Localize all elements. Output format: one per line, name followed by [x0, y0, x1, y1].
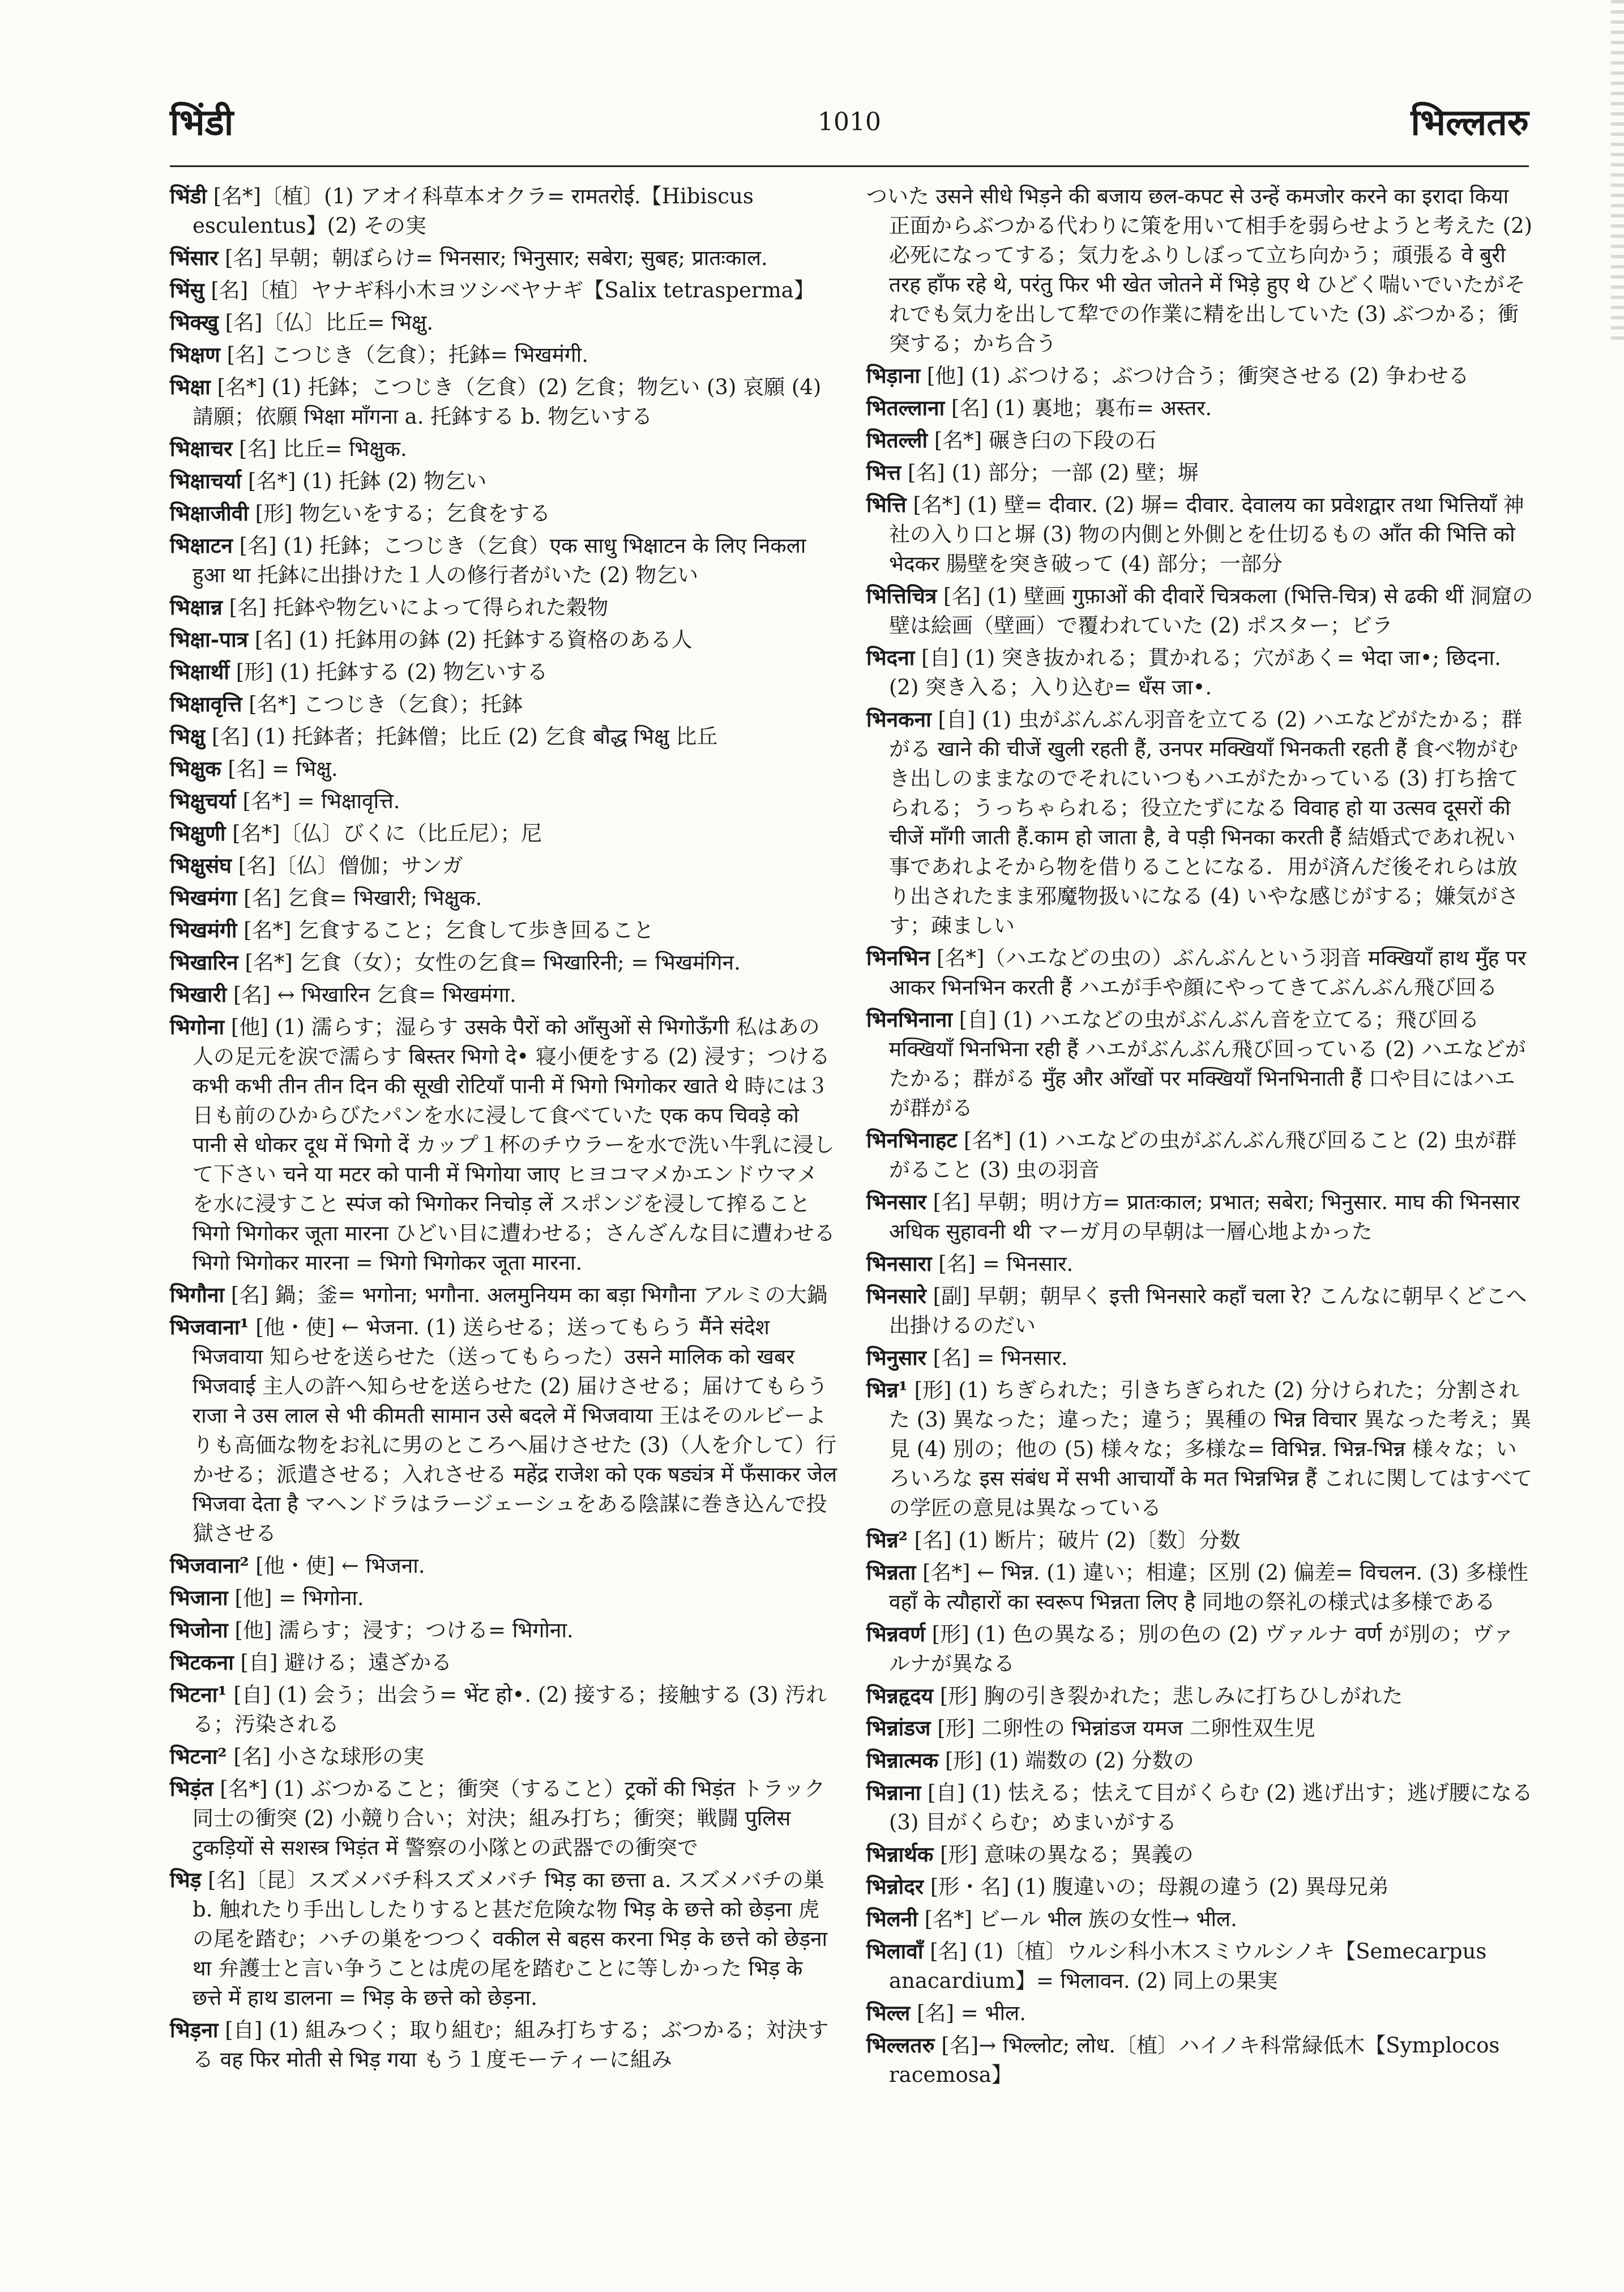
- dictionary-entry: [170, 1647, 838, 1678]
- entry-headword: भिजोना: [170, 1617, 228, 1642]
- entry-headword: भिनुसार: [866, 1345, 926, 1370]
- entry-headword: भिगोना: [170, 1014, 225, 1039]
- entry-headword: भिड़ना: [170, 2017, 219, 2042]
- dictionary-entry: [170, 1680, 838, 1739]
- entry-definition: [形] 意味の異なる；異義の: [940, 1842, 1194, 1867]
- entry-definition: [自] (1) ハエなどの虫がぶんぶん音を立てる；飛び回る मक्खियाँ भिनभिना रही हैं ハエがぶんぶん飛び回っている (2) ハエなどがたかる；群がる मुँह और आँखों पर मक्खियाँ भिनभिनाती हैं 口や目にはハエが群がる: [889, 1008, 1526, 1120]
- entry-definition: [名] (1) 裏地；裏布= अस्तर.: [951, 396, 1212, 420]
- entry-headword: भितल्ली: [866, 428, 928, 453]
- entry-definition: [名*] (1) 托鉢 (2) 物乞い: [248, 469, 487, 493]
- dictionary-entry: [866, 1713, 1535, 1743]
- right-running-headword: भिल्लतरु: [1411, 101, 1529, 144]
- dictionary-entry: [866, 1525, 1535, 1555]
- dictionary-entry: [866, 1281, 1535, 1341]
- entry-headword: भिक्षुसंघ: [170, 853, 232, 878]
- scan-edge-artifact: [1611, 0, 1624, 340]
- entry-headword: भिंसार: [170, 245, 219, 270]
- entry-definition: [自] (1) 虫がぶんぶん羽音を立てる (2) ハエなどがたかる；群がる खाने की चीजें खुली रहती हैं, उनपर मक्खियाँ भिनकती रहती हैं 食べ物がむき出しのままなのでそれにいつもハエがたかっている (3) 打ち捨てられる；うっちゃられる；役立たずになる विवाह हो या उत्सव दूसरों की चीजें माँगी जाती हैं.काम हो जाता है, वे पड़ी भिनका करती हैं 結婚式であれ祝い事であれよそから物を借りることになる．用が済んだ後それらは放り出されたまま邪魔物扱いになる (4) いやな感じがする；嫌気がさす；疎ましい: [889, 707, 1523, 938]
- dictionary-entry: [170, 243, 838, 273]
- entry-headword: भिजाना: [170, 1585, 228, 1610]
- dictionary-entry: [170, 181, 838, 241]
- entry-headword: भित्त: [866, 460, 901, 485]
- entry-headword: भिटना²: [170, 1744, 227, 1769]
- entry-headword: भिड़ंत: [170, 1776, 213, 1801]
- entry-definition: [名*] = भिक्षावृत्ति.: [242, 789, 400, 813]
- entry-definition: [名] = भिनसार.: [933, 1346, 1068, 1370]
- dictionary-entry: [866, 1005, 1535, 1123]
- entry-definition: [名*] 乞食（女）；女性の乞食= भिखारिनी; = भिखमंगिन.: [245, 950, 741, 975]
- entry-definition: [名] 鍋；釜= भगोना; भगौना. अलमुनियम का बड़ा भिगौना アルミの大鍋: [230, 1283, 828, 1307]
- entry-definition: [他] 濡らす；浸す；つける= भिगोना.: [234, 1618, 574, 1642]
- entry-headword: भिक्षाटन: [170, 533, 233, 558]
- entry-definition: [他] = भिगोना.: [234, 1586, 364, 1610]
- dictionary-entry: [170, 754, 838, 784]
- entry-headword: भिखमंगी: [170, 917, 237, 942]
- entry-headword: भिनभिनाना: [866, 1007, 952, 1032]
- entry-definition: [名] (1) 托鉢用の鉢 (2) 托鉢する資格のある人: [254, 628, 693, 652]
- entry-headword: भिन्नांडज: [866, 1715, 931, 1740]
- entry-definition: [形・名] (1) 腹違いの；母親の違う (2) 異母兄弟: [930, 1875, 1389, 1899]
- entry-headword: भितल्लाना: [866, 395, 945, 420]
- page-header: [170, 85, 1529, 164]
- dictionary-entry: [170, 722, 838, 752]
- entry-definition: ついた उसने सीधे भिड़ने की बजाय छल-कपट से उन्हें कमजोर करने का इरादा किया 正面からぶつかる代わりに策を用いて相手を弱らせようと考えた (2) 必死になってする；気力をふりしぼって立ち向かう；頑張る वे बुरी तरह हाँफ रहे थे, परंतु फिर भी खेत जोतने में भिड़े हुए थे ひどく喘いでいたがそれでも気力を出して犂での作業に精を出していた (3) ぶつかる；衝突する；かち合う: [866, 184, 1533, 356]
- entry-definition: [名*] 乞食すること；乞食して歩き回ること: [243, 918, 655, 942]
- entry-definition: [名] 早朝；朝ぼらけ= भिनसार; भिनुसार; सबेरा; सुबह; प्रातःकाल.: [225, 246, 768, 270]
- entry-headword: भिगौना: [170, 1282, 225, 1307]
- entry-definition: [名] (1) 断片；破片 (2)〔数〕分数: [914, 1528, 1241, 1552]
- entry-definition: [名*] 碾き臼の下段の石: [934, 428, 1156, 453]
- entry-headword: भिटकना: [170, 1650, 234, 1675]
- entry-headword: भिखारी: [170, 982, 227, 1007]
- dictionary-entry: [170, 980, 838, 1010]
- entry-headword: भिक्षाजीवी: [170, 501, 249, 526]
- left-column: [170, 181, 838, 2077]
- entry-headword: भित्ति: [866, 492, 907, 517]
- entry-definition: [名] (1) 壁画 गुफ़ाओं की दीवारें चित्रकला (भित्ति-चित्र) से ढकी थीं 洞窟の壁は絵画（壁画）で覆われていた (2) ポスター；ビラ: [889, 584, 1533, 638]
- dictionary-entry: [170, 434, 838, 464]
- entry-definition: [名] 小さな球形の実: [233, 1744, 424, 1769]
- dictionary-entry: [170, 1615, 838, 1645]
- dictionary-entry: [170, 340, 838, 370]
- dictionary-entry: [866, 458, 1535, 488]
- entry-headword: भिनकना: [866, 707, 931, 732]
- dictionary-entry: [170, 915, 838, 945]
- entry-headword: भिन्न²: [866, 1527, 908, 1552]
- entry-headword: भिन्न¹: [866, 1377, 908, 1402]
- dictionary-entry: [170, 1280, 838, 1310]
- entry-definition: [名*] ← भिन्न. (1) 違い；相違；区別 (2) 偏差= विचलन. (3) 多様性 वहाँ के त्यौहारों का स्वरूप भिन्नता लिए है 同地の祭礼の様式は多様である: [889, 1560, 1529, 1614]
- entry-definition: [名*] (1) 壁= दीवार. (2) 塀= दीवार. देवालय का प्रवेशद्वार तथा भित्तियाँ 神社の入り口と塀 (3) 物の内側と外側とを仕切るもの आँत की भित्ति को भेदकर 腸壁を突き破って (4) 部分；一部分: [889, 493, 1524, 576]
- dictionary-entry: [170, 308, 838, 338]
- entry-headword: भिक्षाचर: [170, 436, 233, 461]
- entry-headword: भिक्षान्न: [170, 595, 223, 620]
- entry-headword: भिक्षण: [170, 342, 220, 367]
- entry-definition: [他・使] ← भिजना.: [255, 1553, 425, 1578]
- entry-definition: [他] (1) ぶつける；ぶつけ合う；衝突させる (2) 争わせる: [926, 364, 1469, 388]
- entry-definition: [名*] ビール भील 族の女性→ भील.: [924, 1907, 1237, 1931]
- entry-headword: भिड़ाना: [866, 363, 921, 388]
- entry-definition: [他] (1) 濡らす；湿らす उसके पैरों को आँसुओं से भिगोऊँगी 私はあの人の足元を涙で濡らす बिस्तर भिगो दे• 寝小便をする (2) 浸す；つける कभी कभी तीन तीन दिन की सूखी रोटियाँ पानी में भिगो भिगोकर खाते थे 時には３日も前のひからびたパンを水に浸して食べていた एक कप चिवड़े को पानी से धोकर दूध में भिगो दें カップ１杯のチウラーを水で洗い牛乳に浸して下さい चने या मटर को पानी में भिगोया जाए ヒヨコマメかエンドウマメを水に浸すこと स्पंज को भिगोकर निचोड़ लें スポンジを浸して搾ること भिगो भिगोकर जूता मारना ひどい目に遭わせる；さんざんな目に遭わせる भिगो भिगोकर मारना = भिगो भिगोकर जूता मारना.: [193, 1015, 835, 1275]
- dictionary-entry: [866, 181, 1535, 358]
- dictionary-entry: [170, 1742, 838, 1772]
- dictionary-entry: [170, 689, 838, 719]
- entry-definition: [名*]〔仏〕びくに（比丘尼）；尼: [232, 821, 542, 846]
- dictionary-entry: [170, 275, 838, 305]
- entry-definition: [名] = भिनसार.: [938, 1252, 1074, 1276]
- entry-headword: भिल्लतरु: [866, 2033, 935, 2058]
- entry-headword: भिन्नाना: [866, 1780, 921, 1805]
- entry-headword: भिन्नार्थक: [866, 1842, 934, 1867]
- dictionary-entry: [866, 393, 1535, 423]
- entry-definition: [自] (1) 突き抜かれる；貫かれる；穴があく= भेदा जा•; छिदना. (2) 突き入る；入り込む= धँस जा•.: [889, 646, 1501, 699]
- entry-headword: भिनसारे: [866, 1283, 926, 1308]
- entry-headword: भिजवाना¹: [170, 1314, 249, 1339]
- entry-headword: भिल्ल: [866, 2000, 911, 2025]
- entry-headword: भिनभिनाहट: [866, 1128, 958, 1153]
- entry-definition: [名*]（ハエなどの虫の）ぶんぶんという羽音 मक्खियाँ हाथ मुँह पर आकर भिनभिन करती हैं ハエが手や顔にやってきてぶんぶん飛び回る: [889, 946, 1527, 1000]
- dictionary-entry: [866, 1778, 1535, 1837]
- dictionary-entry: [866, 1557, 1535, 1617]
- entry-headword: भिन्नोदर: [866, 1874, 924, 1899]
- dictionary-entry: [866, 643, 1535, 702]
- dictionary-entry: [170, 498, 838, 528]
- dictionary-entry: [866, 1872, 1535, 1902]
- dictionary-entry: [866, 1249, 1535, 1279]
- dictionary-entry: [170, 1583, 838, 1613]
- entry-headword: भिदना: [866, 645, 915, 670]
- entry-definition: [自] (1) 会う；出会う= भेंट हो•. (2) 接する；接触する (3) 汚れる；汚染される: [193, 1683, 827, 1736]
- dictionary-entry: [170, 1551, 838, 1581]
- dictionary-entry: [170, 818, 838, 848]
- dictionary-entry: [866, 705, 1535, 941]
- entry-definition: [形] (1) 色の異なる；別の色の (2) ヴァルナ वर्ण が別の；ヴァルナが異なる: [889, 1622, 1514, 1676]
- entry-headword: भिलनी: [866, 1906, 918, 1931]
- entry-definition: [自] 避ける；遠ざかる: [240, 1650, 452, 1675]
- entry-headword: भिक्खु: [170, 310, 219, 335]
- entry-definition: [名]→ भिल्लोट; लोध.〔植〕ハイノキ科常緑低木【Symplocos racemosa】: [889, 2033, 1500, 2087]
- entry-definition: [自] (1) 怯える；怯えて目がくらむ (2) 逃げ出す；逃げ腰になる (3) 目がくらむ；めまいがする: [889, 1781, 1533, 1834]
- entry-definition: [形] (1) ちぎられた；引きちぎられた (2) 分けられた；分割された (3) 異なった；違った；違う；異種の भिन्न विचार 異なった考え；異見 (4) 別の；他の (5) 様々な；多様な= विभिन्न. भिन्न-भिन्न 様々な；いろいろな इस संबंध में सभी आचार्यों के मत भिन्नभिन्न हैं これに関してはすべての学匠の意見は異なっている: [889, 1378, 1533, 1520]
- left-running-headword: भिंडी: [170, 101, 234, 144]
- entry-definition: [名] 托鉢や物乞いによって得られた穀物: [229, 595, 609, 620]
- entry-definition: [名*] (1) ぶつかること；衝突（すること）ट्रकों की भिड़ंत トラック同士の衝突 (2) 小競り合い；対決；組み打ち；衝突；戦闘 पुलिस टुकड़ियों से सशस्त्र भिड़ंत में 警察の小隊との武器での衝突で: [193, 1777, 826, 1860]
- entry-definition: [名] 乞食= भिखारी; भिक्षुक.: [243, 886, 482, 910]
- entry-definition: [名] = भिक्षु.: [228, 757, 338, 781]
- entry-headword: भिक्षुणी: [170, 821, 226, 846]
- dictionary-entry: [866, 1375, 1535, 1523]
- dictionary-entry: [866, 425, 1535, 455]
- dictionary-entry: [170, 657, 838, 687]
- entry-headword: भिजवाना²: [170, 1553, 249, 1578]
- dictionary-entry: [866, 1904, 1535, 1934]
- entry-headword: भिड़: [170, 1867, 202, 1892]
- dictionary-entry: [866, 1681, 1535, 1711]
- right-column: [866, 181, 1535, 2092]
- dictionary-entry: [866, 361, 1535, 391]
- header-rule: [170, 165, 1529, 167]
- entry-definition: [名*]〔植〕(1) アオイ科草本オクラ= रामतरोई.【Hibiscus esculentus】(2) その実: [193, 184, 754, 238]
- dictionary-entry: [170, 947, 838, 978]
- dictionary-entry: [170, 625, 838, 655]
- dictionary-entry: [170, 1312, 838, 1548]
- entry-headword: भिक्षार्थी: [170, 659, 229, 684]
- entry-definition: [名]〔昆〕スズメバチ科スズメバチ भिड़ का छत्ता a. スズメバチの巣 b. 触れたり手出ししたりすると甚だ危険な物 भिड़ के छत्ते को छेड़ना 虎の尾を踏む；ハチの巣をつつく वकील से बहस करना भिड़ के छत्ते को छेड़ना था 弁護士と言い争うことは虎の尾を踏むことに等しかった भिड़ के छत्ते में हाथ डालना = भिड़ के छत्ते को छेड़ना.: [193, 1868, 828, 2010]
- dictionary-entry: [866, 1839, 1535, 1870]
- dictionary-entry: [866, 1936, 1535, 1996]
- entry-headword: भिन्नता: [866, 1560, 916, 1585]
- entry-definition: [名] こつじき（乞食）；托鉢= भिखमंगी.: [226, 343, 588, 367]
- dictionary-entry: [170, 1012, 838, 1278]
- entry-headword: भिन्नवर्ण: [866, 1621, 926, 1646]
- entry-headword: भिक्षा-पात्र: [170, 627, 249, 652]
- entry-definition: [名*] (1) 托鉢；こつじき（乞食）(2) 乞食；物乞い (3) 哀願 (4) 請願；依願 भिक्षा माँगना a. 托鉢する b. 物乞いする: [193, 375, 822, 429]
- dictionary-entry: [866, 581, 1535, 641]
- dictionary-entry: [170, 1774, 838, 1863]
- page-number: 1010: [818, 108, 881, 136]
- entry-definition: [名] ↔ भिखारिन 乞食= भिखमंगा.: [233, 983, 516, 1007]
- entry-definition: [名] (1) 托鉢者；托鉢僧；比丘 (2) 乞食 बौद्ध भिक्षु 比丘: [211, 724, 718, 749]
- dictionary-entry: [170, 851, 838, 881]
- dictionary-entry: [866, 1998, 1535, 2028]
- dictionary-entry: [170, 372, 838, 432]
- entry-headword: भिक्षावृत्ति: [170, 692, 242, 716]
- dictionary-entry: [170, 466, 838, 496]
- entry-headword: भिक्षु: [170, 724, 206, 749]
- dictionary-entry: [170, 592, 838, 622]
- entry-definition: [名*] (1) ハエなどの虫がぶんぶん飛び回ること (2) 虫が群がること (3) 虫の羽音: [889, 1128, 1517, 1182]
- entry-headword: भिंडी: [170, 183, 207, 208]
- dictionary-entry: [866, 943, 1535, 1002]
- entry-headword: भिन्नहृदय: [866, 1683, 934, 1708]
- entry-headword: भिक्षुक: [170, 756, 221, 781]
- entry-headword: भिलावाँ: [866, 1939, 924, 1964]
- entry-definition: [形] (1) 托鉢する (2) 物乞いする: [236, 660, 548, 684]
- entry-definition: [形] 胸の引き裂かれた；悲しみに打ちひしがれた: [939, 1684, 1403, 1708]
- entry-definition: [名]〔仏〕比丘= भिक्षु.: [225, 310, 434, 335]
- entry-definition: [副] 早朝；朝早く इत्ती भिनसारे कहाँ चला रे? こんなに朝早くどこへ出掛けるのだい: [889, 1284, 1527, 1338]
- entry-definition: [名] 比丘= भिक्षुक.: [239, 437, 407, 461]
- entry-definition: [名] = भील.: [917, 2001, 1026, 2025]
- entry-definition: [自] (1) 組みつく；取り組む；組み打ちする；ぶつかる；対決する वह फिर मोती से भिड़ गया もう１度モーティーに組み: [193, 2018, 829, 2072]
- dictionary-entry: [866, 490, 1535, 579]
- dictionary-entry: [866, 1187, 1535, 1247]
- entry-headword: भिटना¹: [170, 1682, 227, 1707]
- dictionary-entry: [170, 786, 838, 816]
- entry-headword: भिखारिन: [170, 950, 238, 975]
- entry-definition: [形] 二卵性の भिन्नांडज यमज 二卵性双生児: [937, 1716, 1315, 1740]
- entry-headword: भिखमंगा: [170, 885, 237, 910]
- dictionary-entry: [866, 1745, 1535, 1775]
- entry-definition: [名] (1)〔植〕ウルシ科小木スミウルシノキ【Semecarpus anacardium】= भिलावन. (2) 同上の果実: [889, 1939, 1487, 1993]
- entry-definition: [他・使] ← भेजना. (1) 送らせる；送ってもらう मैंने संदेश भिजवाया 知らせを送らせた（送ってもらった）उसने मालिक को खबर भिजवाई 主人の許へ知らせを送らせた (2) 届けさせる；届けてもらう राजा ने उस लाल से भी कीमती सामान उसे बदले में भिजवाया 王はそのルビーよりも高価な物をお礼に男のところへ届けさせた (3)（人を介して）行かせる；派遣させる；入れさせる महेंद्र राजेश को एक षड्यंत्र में फँसाकर जेल भिजवा देता है マヘンドラはラージェーシュをある陰謀に巻き込んで投獄させる: [193, 1315, 837, 1546]
- entry-definition: [名] 早朝；明け方= प्रातःकाल; प्रभात; सबेरा; भिनुसार. माघ की भिनसार अधिक सुहावनी थी マーガ月の早朝は一層心地よかった: [889, 1190, 1520, 1244]
- entry-headword: भिन्नात्मक: [866, 1748, 939, 1773]
- entry-definition: [名] (1) 托鉢；こつじき（乞食）एक साधु भिक्षाटन के लिए निकला हुआ था 托鉢に出掛けた１人の修行者がいた (2) 物乞い: [193, 533, 806, 587]
- entry-headword: भिनभिन: [866, 945, 930, 970]
- entry-headword: भिनसारा: [866, 1251, 932, 1276]
- entry-headword: भिक्षुचर्या: [170, 788, 236, 813]
- entry-definition: [名] (1) 部分；一部 (2) 壁；塀: [907, 460, 1199, 485]
- entry-definition: [形] (1) 端数の (2) 分数の: [945, 1748, 1194, 1773]
- entry-headword: भित्तिचित्र: [866, 583, 937, 608]
- dictionary-entry: [866, 2030, 1535, 2090]
- entry-headword: भिनसार: [866, 1189, 926, 1214]
- dictionary-entry: [866, 1343, 1535, 1373]
- entry-definition: [名*] こつじき（乞食）；托鉢: [249, 692, 523, 716]
- dictionary-entry: [866, 1619, 1535, 1679]
- entry-headword: भिक्षाचर्या: [170, 468, 242, 493]
- dictionary-entry: [170, 531, 838, 590]
- dictionary-entry: [170, 1865, 838, 2013]
- dictionary-entry: [866, 1125, 1535, 1185]
- entry-definition: [名]〔仏〕僧伽；サンガ: [238, 853, 463, 878]
- entry-headword: भिंसु: [170, 278, 204, 302]
- dictionary-entry: [170, 2015, 838, 2075]
- entry-headword: भिक्षा: [170, 374, 211, 399]
- dictionary-entry: [170, 883, 838, 913]
- entry-definition: [形] 物乞いをする；乞食をする: [255, 501, 551, 526]
- entry-definition: [名]〔植〕ヤナギ科小木ヨツシベヤナギ【Salix tetrasperma】: [211, 278, 815, 302]
